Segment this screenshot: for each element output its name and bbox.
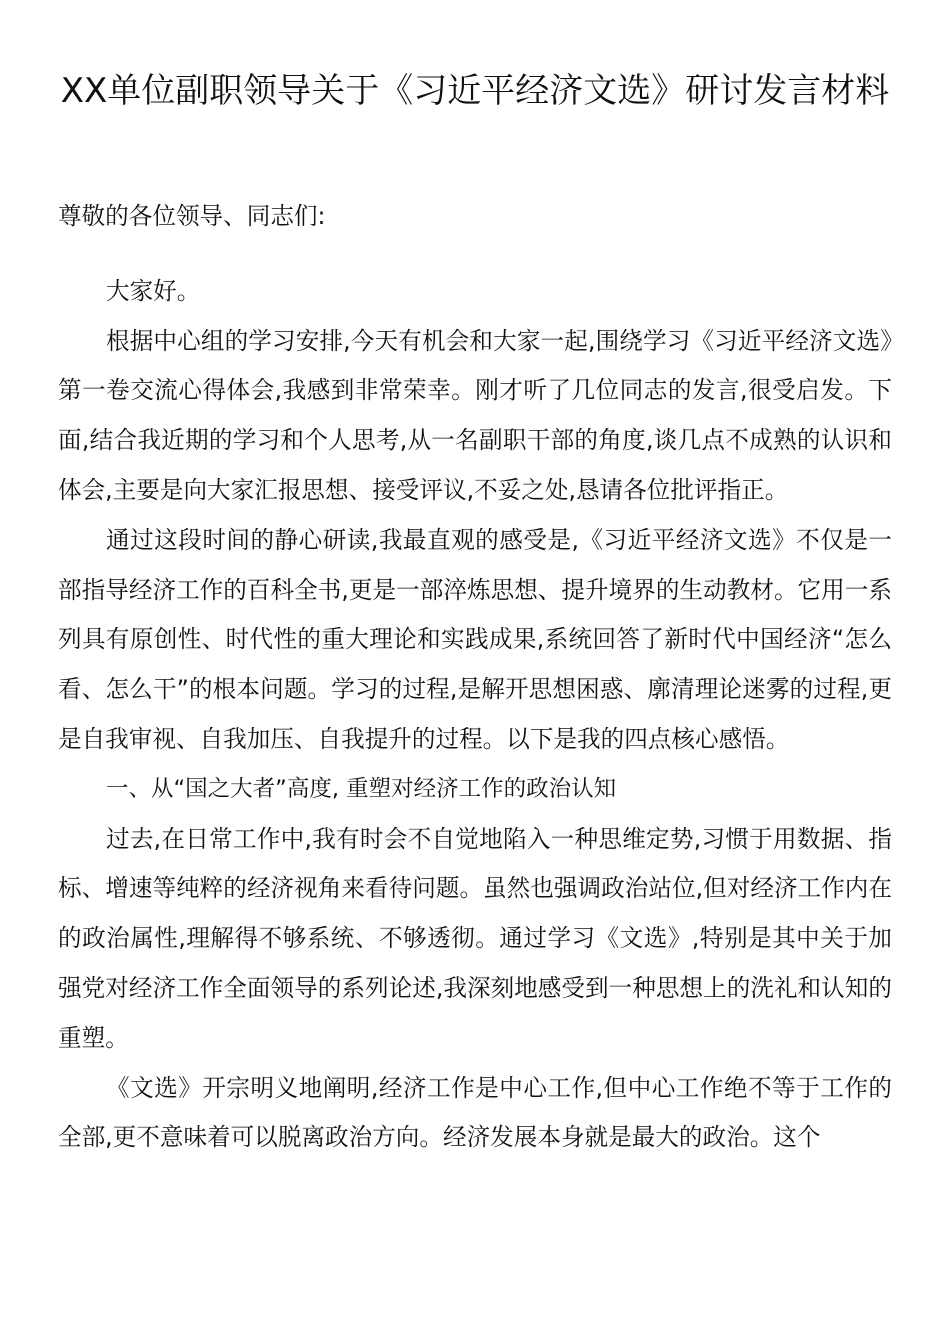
section-heading-1: 一、从“国之大者”高度, 重塑对经济工作的政治认知 [106,775,617,802]
document-body [58,192,892,1163]
document-title: XX单位副职领导关于《习近平经济文选》研讨发言材料 [60,71,890,111]
paragraph-overview: 通过这段时间的静心研读,我最直观的感受是,《习近平经济文选》不仅是一部指导经济工作的百科全书,更是一部淬炼思想、提升境界的生动教材。它用一系列具有原创性、时代性的重大理论和实践成果,系统回答了新时代中国经济“怎么看、怎么干”的根本问题。学习的过程,是解开思想困惑、廓清理论迷雾的过程,更是自我审视、自我加压、自我提升的过程。以下是我的四点核心感悟。 [58,525,892,753]
paragraph-greeting: 大家好。 [106,276,201,305]
section-1-paragraph: 过去,在日常工作中,我有时会不自觉地陷入一种思维定势,习惯于用数据、指标、增速等纯粹的经济视角来看待问题。虽然也强调政治站位,但对经济工作内在的政治属性,理解得不够系统、不够透彻。通过学习《文选》,特别是其中关于加强党对经济工作全面领导的系列论述,我深刻地感受到一种思想上的洗礼和认知的重塑。 [58,824,892,1052]
section-1-paragraph: 《文选》开宗明义地阐明,经济工作是中心工作,但中心工作绝不等于工作的全部,更不意味着可以脱离政治方向。经济发展本身就是最大的政治。这个 [58,1073,892,1152]
salutation: 尊敬的各位领导、同志们: [58,202,326,230]
paragraph-intro: 根据中心组的学习安排,今天有机会和大家一起,围绕学习《习近平经济文选》第一卷交流心得体会,我感到非常荣幸。刚才听了几位同志的发言,很受启发。下面,结合我近期的学习和个人思考,从一名副职干部的角度,谈几点不成熟的认识和体会,主要是向大家汇报思想、接受评议,不妥之处,恳请各位批评指正。 [58,326,892,504]
